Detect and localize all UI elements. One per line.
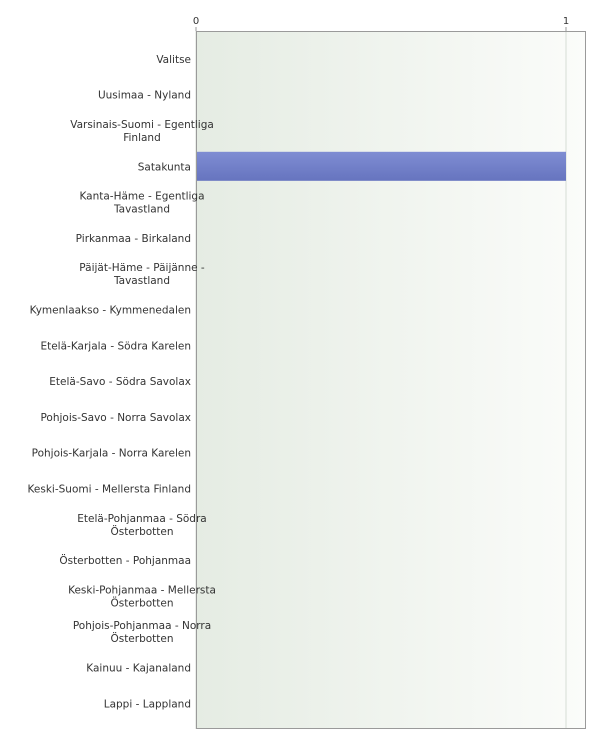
category-label: Satakunta (137, 161, 191, 174)
category-label: Pohjois-Karjala - Norra Karelen (31, 447, 191, 460)
category-label: Valitse (156, 53, 191, 66)
x-tick-label: 1 (562, 16, 570, 27)
category-label: Keski-Pohjanmaa - Mellersta Österbotten (68, 584, 216, 610)
category-label: Pohjois-Savo - Norra Savolax (40, 411, 191, 424)
category-label: Kainuu - Kajanaland (86, 662, 191, 675)
x-tick-label: 0 (192, 16, 200, 27)
category-label: Uusimaa - Nyland (97, 89, 191, 102)
category-label: Varsinais-Suomi - Egentliga Finland (70, 119, 214, 144)
category-label: Etelä-Savo - Södra Savolax (49, 376, 191, 389)
plot-area (196, 31, 586, 729)
category-label: Etelä-Karjala - Södra Karelen (40, 340, 191, 353)
category-label: Lappi - Lappland (103, 698, 191, 711)
category-label: Etelä-Pohjanmaa - Södra Österbotten (77, 512, 207, 538)
category-label: Pohjois-Pohjanmaa - Norra Österbotten (72, 620, 212, 646)
category-label: Kymenlaakso - Kymmenedalen (29, 304, 191, 317)
category-label: Österbotten - Pohjanmaa (59, 555, 191, 568)
category-label: Kanta-Häme - Egentliga Tavastland (79, 190, 205, 216)
category-label: Keski-Suomi - Mellersta Finland (27, 483, 191, 496)
category-label: Päijät-Häme - Päijänne -Tavastland (79, 262, 205, 288)
bar (196, 152, 566, 181)
category-label: Pirkanmaa - Birkaland (75, 232, 191, 245)
